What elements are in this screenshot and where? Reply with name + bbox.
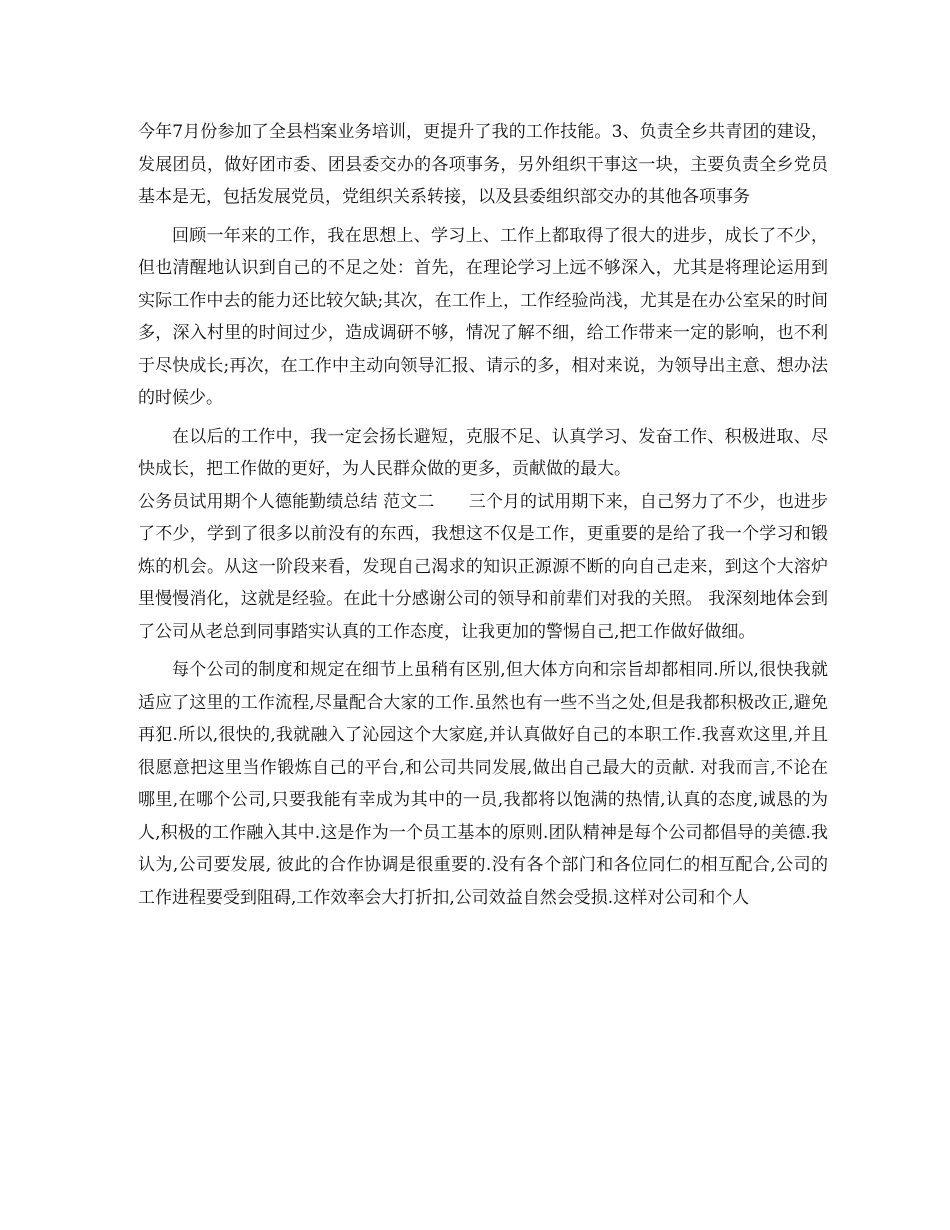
paragraph-5: 每个公司的制度和规定在细节上虽稍有区别,但大体方向和宗旨却都相同.所以,很快我就适应了这里的工作流程,尽量配合大家的工作.虽然也有一些不当之处,但是我都积极改正,避免再犯.所以,很快的,我就融入了沁园这个大家庭,并认真做好自己的本职工作.我喜欢这里,并且很愿意把这里当作锻炼自己的平台,和公司共同发展,做出自己最大的贡献. 对我而言,不论在哪里,在哪个公司,只要我能有幸成为其中的一员,我都将以饱满的热情,认真的态度,诚恳的为人,积极的工作融入其中.这是作为一个员工基本的原则.团队精神是每个公司都倡导的美德.我认为,公司要发展, 彼此的合作协调是很重要的.没有各个部门和各位同仁的相互配合,公司的工作进程要受到阻碍,工作效率会大打折扣,公司效益自然会受损.这样对公司和个人 [138,660,828,908]
paragraph-1: 今年7月份参加了全县档案业务培训，更提升了我的工作技能。3、负责全乡共青团的建设，发展团员，做好团市委、团县委交办的各项事务，另外组织干事这一块，主要负责全乡党员基本是无，包括发展党员，党组织关系转接，以及县委组织部交办的其他各项事务 [138,122,828,207]
paragraph-3: 在以后的工作中，我一定会扬长避短，克服不足、认真学习、发奋工作、积极进取、尽快成长，把工作做的更好，为人民群众做的更多，贡献做的最大。 [138,426,828,479]
paragraph-4: 公务员试用期个人德能勤绩总结 范文二 三个月的试用期下来，自己努力了不少，也进步了不少，学到了很多以前没有的东西，我想这不仅是工作，更重要的是给了我一个学习和锻炼的机会。从这一阶段来看，发现自己渴求的知识正源源不断的向自己走来，到这个大溶炉里慢慢消化，这就是经验。在此十分感谢公司的领导和前辈们对我的关照。 我深刻地体会到了公司从老总到同事踏实认真的工作态度，让我更加的警惕自己,把工作做好做细。 [138,491,828,642]
document-body [138,116,828,914]
paragraph-2: 回顾一年来的工作，我在思想上、学习上、工作上都取得了很大的进步，成长了不少，但也清醒地认识到自己的不足之处：首先，在理论学习上远不够深入，尤其是将理论运用到实际工作中去的能力还比较欠缺;其次，在工作上，工作经验尚浅，尤其是在办公室呆的时间多，深入村里的时间过少，造成调研不够，情况了解不细，给工作带来一定的影响，也不利于尽快成长;再次，在工作中主动向领导汇报、请示的多，相对来说，为领导出主意、想办法的时候少。 [138,225,828,408]
